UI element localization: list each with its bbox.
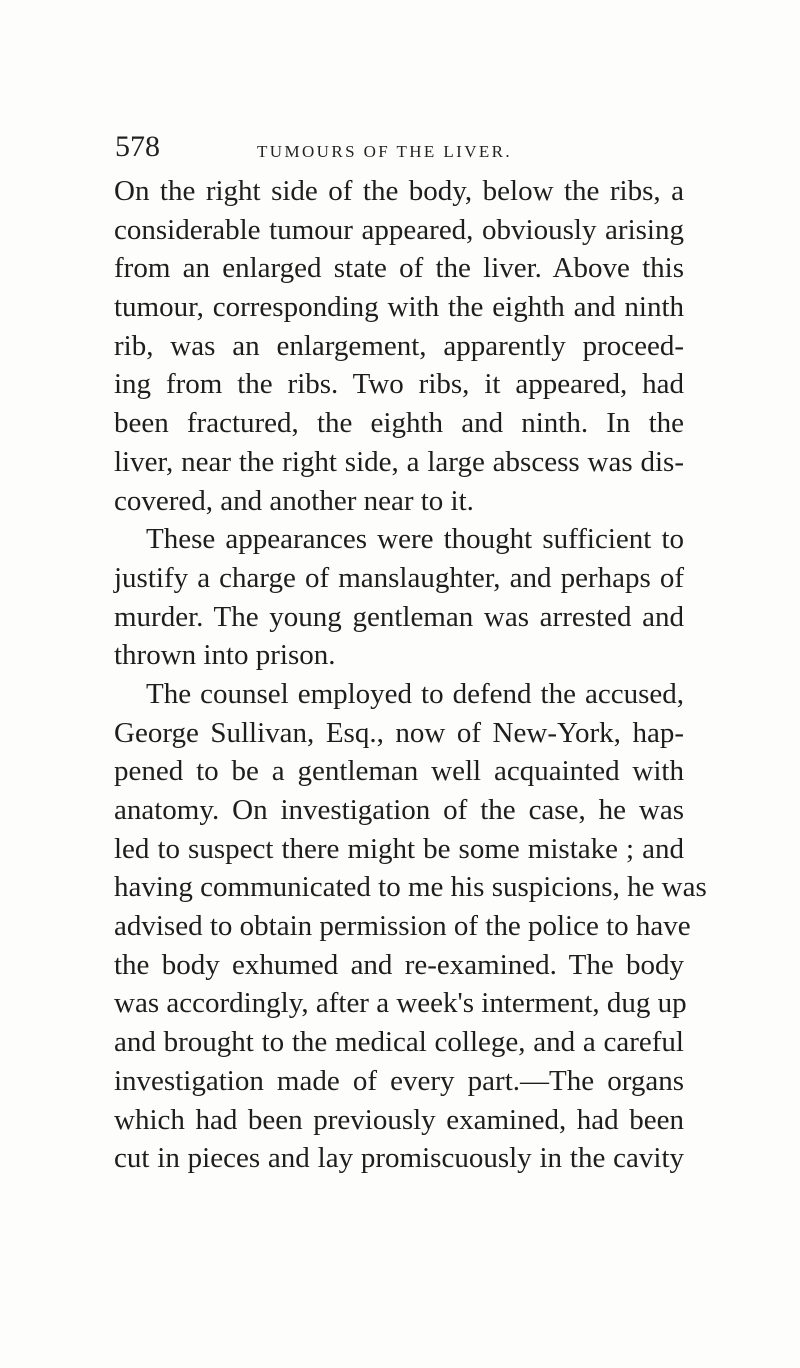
text-line: George Sullivan, Esq., now of New-York, hap- <box>114 716 684 749</box>
text-line: the body exhumed and re-examined. The body <box>114 948 684 981</box>
text-line: justify a charge of manslaughter, and perhaps of <box>114 561 684 594</box>
text-line: cut in pieces and lay promiscuously in the cavity <box>114 1142 684 1175</box>
text-line: and brought to the medical college, and a careful <box>114 1026 684 1059</box>
text-line: been fractured, the eighth and ninth. In the <box>114 407 684 440</box>
text-line: These appearances were thought sufficient to <box>146 523 684 556</box>
text-line: which had been previously examined, had been <box>114 1103 684 1136</box>
text-line: investigation made of every part.—The organs <box>114 1064 684 1097</box>
text-line: rib, was an enlargement, apparently proceed- <box>114 329 684 362</box>
text-line: anatomy. On investigation of the case, he was <box>114 794 684 826</box>
text-line: advised to obtain permission of the police to have <box>114 910 691 943</box>
text-line: considerable tumour appeared, obviously arising <box>114 213 684 246</box>
text-line: from an enlarged state of the liver. Above this <box>114 252 684 285</box>
text-line: having communicated to me his suspicions, he was <box>114 871 707 904</box>
page-header <box>115 130 675 170</box>
text-line: liver, near the right side, a large abscess was dis- <box>114 445 684 478</box>
text-line: pened to be a gentleman well acquainted with <box>114 755 684 788</box>
page-number: 578 <box>115 130 160 163</box>
text-line: led to suspect there might be some mistake ; and <box>114 832 684 865</box>
text-line: thrown into prison. <box>114 639 336 672</box>
text-line: covered, and another near to it. <box>114 484 474 517</box>
text-line: was accordingly, after a week's interment, dug up <box>114 987 687 1020</box>
running-head: TUMOURS OF THE LIVER. <box>257 142 513 161</box>
text-line: tumour, corresponding with the eighth and ninth <box>114 291 684 324</box>
text-line: murder. The young gentleman was arrested and <box>114 600 684 633</box>
text-line: The counsel employed to defend the accused, <box>146 677 684 710</box>
text-line: On the right side of the body, below the ribs, a <box>114 175 684 207</box>
text-line: ing from the ribs. Two ribs, it appeared, had <box>114 368 684 401</box>
body-text <box>114 172 707 1178</box>
